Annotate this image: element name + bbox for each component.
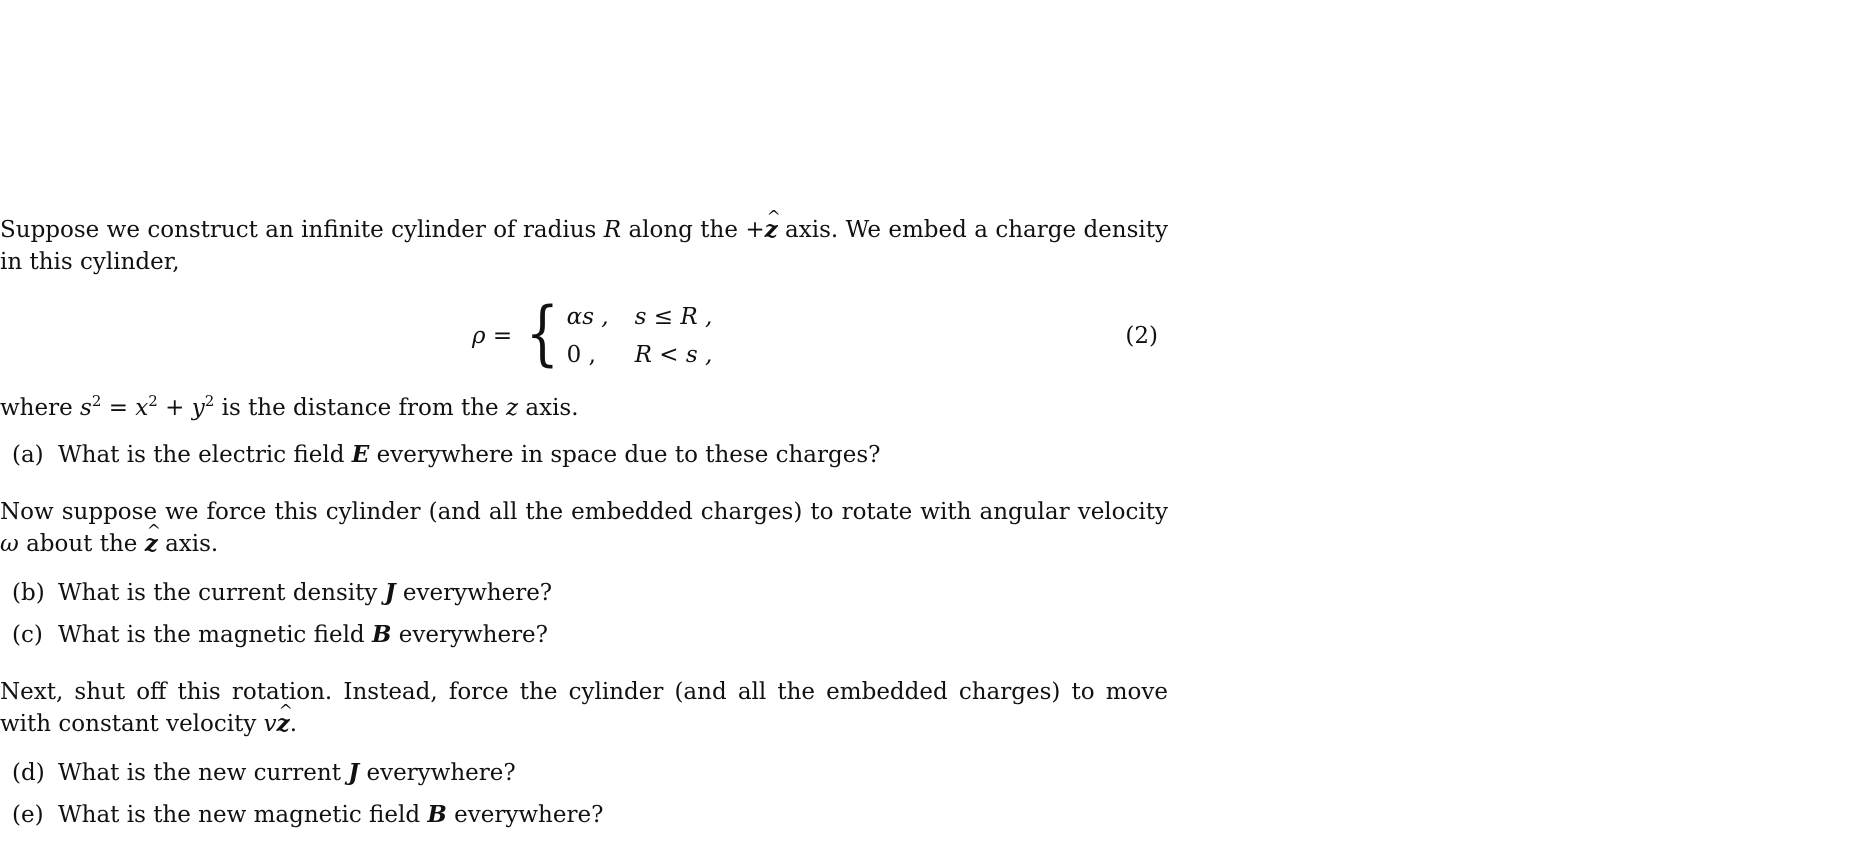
intro-text: along the + xyxy=(621,217,765,243)
question-text xyxy=(58,439,881,471)
translation-paragraph xyxy=(0,676,1168,740)
question-label: (e) xyxy=(12,802,44,828)
case-2-value: 0 , xyxy=(566,342,596,368)
where-text: where xyxy=(0,395,81,421)
question-b xyxy=(12,577,1168,609)
intro-text: Suppose we construct an infinite cylinder of radius xyxy=(0,217,604,243)
question-text xyxy=(58,757,516,789)
case-2-condition: R < s , xyxy=(634,342,713,368)
current-density-symbol: J xyxy=(384,579,396,606)
question-text-part: everywhere? xyxy=(446,802,604,828)
question-text-part: everywhere? xyxy=(391,622,549,648)
exponent: 2 xyxy=(148,392,158,410)
z-symbol: z xyxy=(505,395,519,421)
radius-symbol: R xyxy=(603,217,622,243)
equals-sign: = xyxy=(101,395,136,421)
question-text xyxy=(58,619,548,651)
x-symbol: x xyxy=(135,395,149,421)
question-text-part: What is the electric field xyxy=(58,442,352,468)
equation-number: (2) xyxy=(1125,323,1158,349)
electric-field-symbol: E xyxy=(351,441,370,468)
where-text: is the distance from the xyxy=(214,395,506,421)
question-text-part: everywhere? xyxy=(395,580,553,606)
question-label: (b) xyxy=(12,580,45,606)
case-1-value: αs , xyxy=(566,304,609,330)
rotation-text: axis. xyxy=(157,531,219,557)
s-symbol: s xyxy=(80,395,92,421)
z-hat-symbol: ^ z xyxy=(277,708,290,740)
question-text xyxy=(58,577,552,609)
question-text-part: What is the current density xyxy=(58,580,385,606)
magnetic-field-symbol: B xyxy=(427,801,447,828)
where-paragraph xyxy=(0,392,1168,424)
z-hat-symbol: ^ z xyxy=(145,528,158,560)
question-label: (a) xyxy=(12,442,44,468)
problem-document xyxy=(0,214,1168,831)
intro-paragraph xyxy=(0,214,1168,278)
question-a xyxy=(12,439,1168,471)
left-brace: { xyxy=(525,292,560,374)
question-text xyxy=(58,799,603,831)
translation-text: . xyxy=(289,711,298,737)
translation-text: Next, shut off this rotation. Instead, force the cylinder (and all the embedded charges) to move with constant velocity xyxy=(0,679,1168,737)
where-text: axis. xyxy=(518,395,579,421)
question-text-part: What is the magnetic field xyxy=(58,622,372,648)
question-label: (d) xyxy=(12,760,45,786)
question-c xyxy=(12,619,1168,651)
current-density-symbol: J xyxy=(348,759,360,786)
omega-symbol: ω xyxy=(0,531,19,557)
question-list-1 xyxy=(0,439,1168,471)
z-hat-symbol: ^ z xyxy=(765,214,778,246)
rotation-text: about the xyxy=(18,531,145,557)
question-label: (c) xyxy=(12,622,43,648)
magnetic-field-symbol: B xyxy=(371,621,392,648)
question-text-part: everywhere? xyxy=(359,760,516,786)
question-list-3 xyxy=(0,757,1168,831)
equation-lhs: ρ = xyxy=(472,323,513,349)
plus-sign: + xyxy=(157,395,192,421)
intro-text: axis. We embed a charge density in this cylinder, xyxy=(0,217,1168,275)
question-text-part: What is the new current xyxy=(58,760,349,786)
charge-density-equation xyxy=(0,293,1168,379)
velocity-symbol: v xyxy=(263,711,277,737)
exponent: 2 xyxy=(91,392,102,410)
question-e xyxy=(12,799,1168,831)
equation-cases xyxy=(567,300,713,372)
rotation-paragraph xyxy=(0,496,1168,560)
equation-body xyxy=(472,293,712,379)
question-text-part: everywhere in space due to these charges? xyxy=(369,442,881,468)
exponent: 2 xyxy=(204,392,215,410)
question-d xyxy=(12,757,1168,789)
case-1-condition: s ≤ R , xyxy=(634,304,713,330)
y-symbol: y xyxy=(191,395,205,421)
question-text-part: What is the new magnetic field xyxy=(58,802,428,828)
rotation-text: Now suppose we force this cylinder (and all the embedded charges) to rotate with angular velocity xyxy=(0,499,1168,525)
question-list-2 xyxy=(0,577,1168,651)
